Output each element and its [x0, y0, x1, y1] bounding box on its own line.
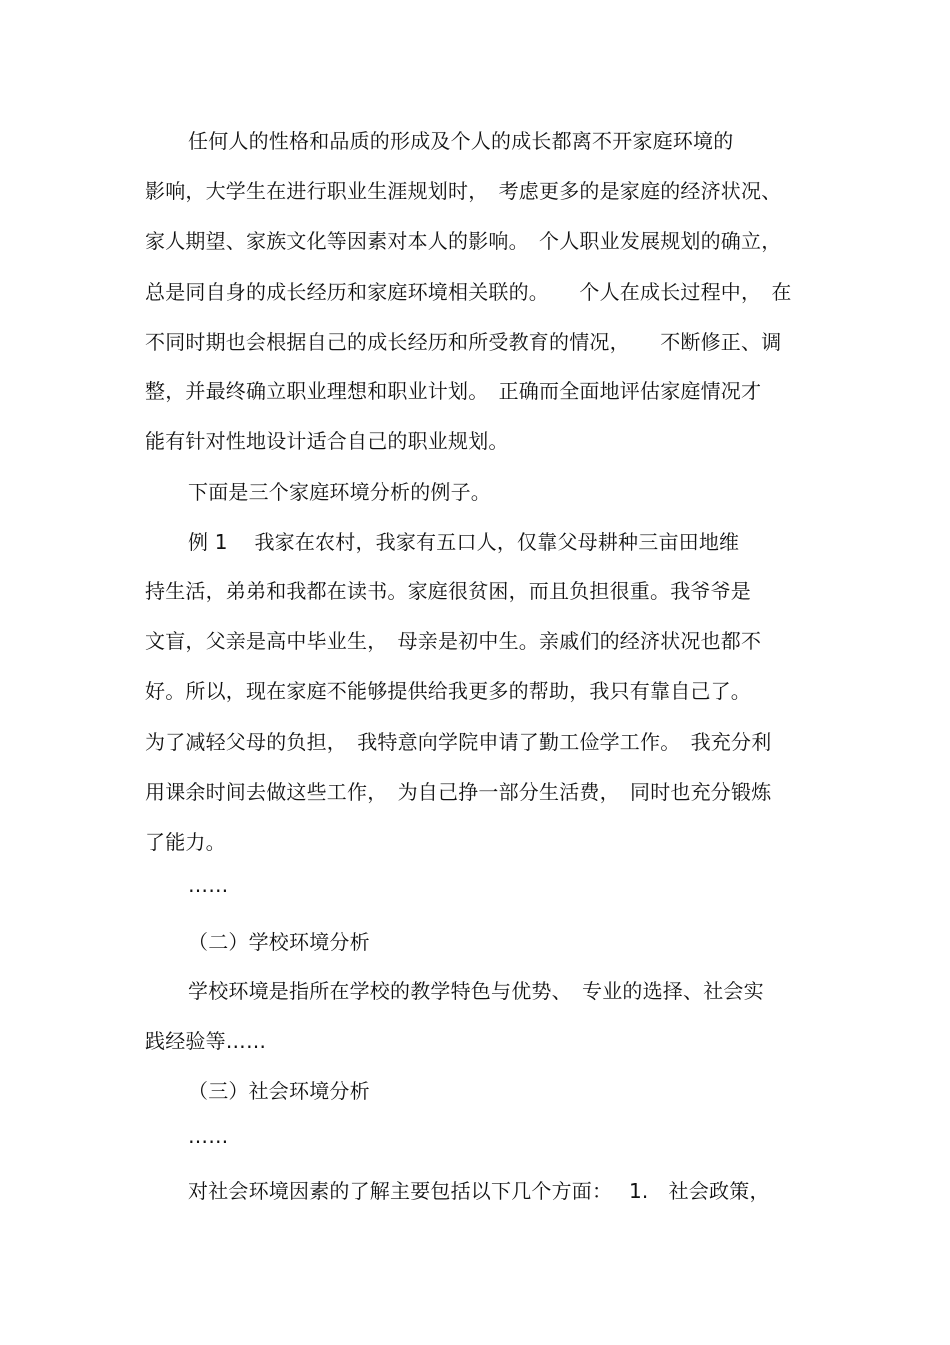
paragraph-line: 影响，大学生在进行职业生涯规划时， 考虑更多的是家庭的经济状况、 [145, 179, 782, 203]
paragraph-line: 对社会环境因素的了解主要包括以下几个方面： 1. 社会政策， [188, 1179, 770, 1203]
paragraph-line: 家人期望、家族文化等因素对本人的影响。 个人职业发展规划的确立， [145, 229, 782, 253]
ellipsis-line: …… [188, 1124, 229, 1148]
paragraph-line: 为了减轻父母的负担， 我特意向学院申请了勤工俭学工作。 我充分利 [145, 730, 772, 754]
paragraph-line: 好。所以，现在家庭不能够提供给我更多的帮助，我只有靠自己了。 [145, 679, 751, 703]
paragraph-line: 整，并最终确立职业理想和职业计划。 正确而全面地评估家庭情况才 [145, 379, 762, 403]
paragraph-line: 用课余时间去做这些工作， 为自己挣一部分生活费， 同时也充分锻炼 [145, 780, 772, 804]
section-heading: （二）学校环境分析 [188, 930, 370, 954]
paragraph-line: 不同时期也会根据自己的成长经历和所受教育的情况， 不断修正、调 [145, 330, 782, 354]
ellipsis-line: …… [188, 873, 229, 897]
paragraph-line: 学校环境是指所在学校的教学特色与优势、 专业的选择、社会实 [188, 979, 764, 1003]
paragraph-line: 能有针对性地设计适合自己的职业规划。 [145, 429, 509, 453]
paragraph-line: 了能力。 [145, 830, 226, 854]
example-heading-line: 例 1 我家在农村，我家有五口人，仅靠父母耕种三亩田地维 [188, 530, 740, 554]
paragraph-line: 践经验等…… [145, 1029, 267, 1053]
paragraph-line: 持生活，弟弟和我都在读书。家庭很贫困，而且负担很重。我爷爷是 [145, 579, 751, 603]
paragraph-line: 文盲，父亲是高中毕业生， 母亲是初中生。亲戚们的经济状况也都不 [145, 629, 762, 653]
paragraph-line: 总是同自身的成长经历和家庭环境相关联的。 个人在成长过程中， 在 [145, 280, 792, 304]
paragraph-line: 任何人的性格和品质的形成及个人的成长都离不开家庭环境的 [188, 129, 734, 153]
section-heading: （三）社会环境分析 [188, 1079, 370, 1103]
paragraph-line: 下面是三个家庭环境分析的例子。 [188, 480, 491, 504]
